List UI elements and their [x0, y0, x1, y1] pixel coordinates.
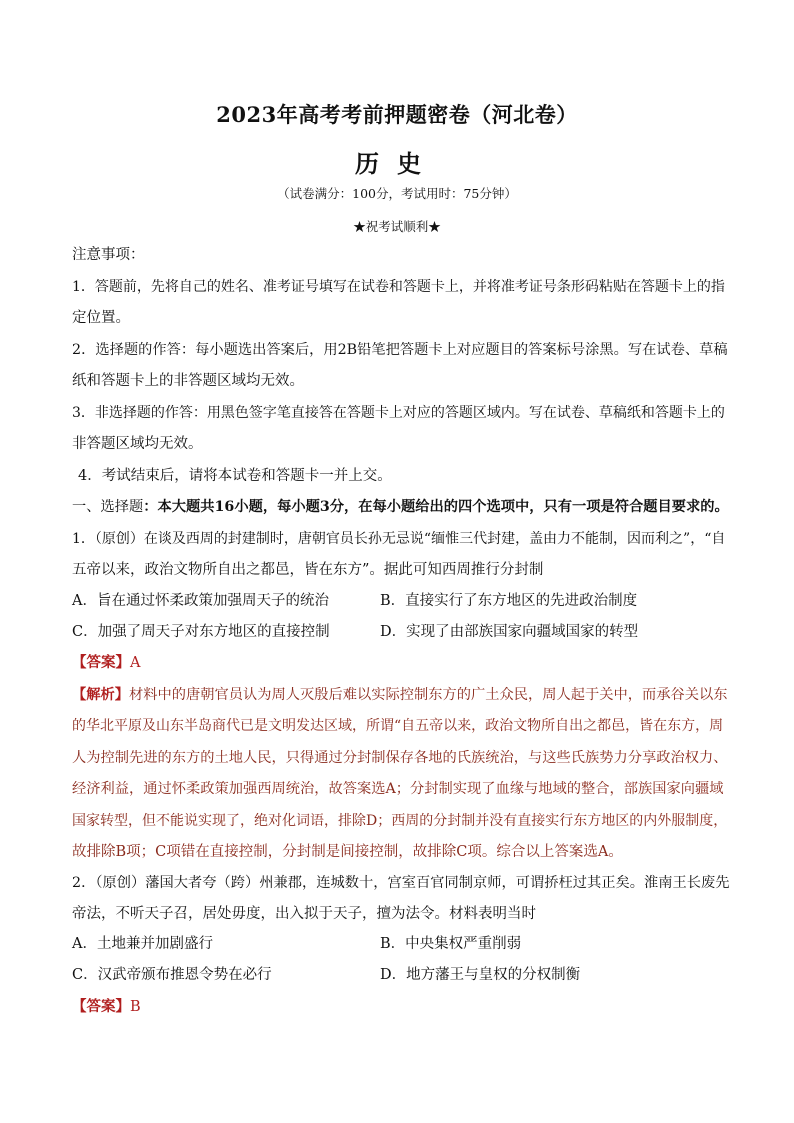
section-1-heading [72, 497, 732, 517]
q1-analysis-line-1 [72, 685, 732, 705]
q1-stem-line-2: 五帝以来，政治文物所自出之都邑，皆在东方”。据此可知西周推行分封制 [72, 562, 544, 578]
notice-item-2-line-2: 纸和答题卡上的非答题区域均无效。 [72, 373, 304, 389]
q2-answer [72, 997, 732, 1017]
q1-answer [72, 653, 732, 673]
q1-option-c: C．加强了周天子对东方地区的直接控制 [72, 624, 330, 640]
q1-answer-label: 【答案】 [72, 654, 130, 671]
notice-item-3-line-1: 3．非选择题的作答：用黑色签字笔直接答在答题卡上对应的答题区域内。写在试卷、草稿纸和答题卡上的 [72, 405, 725, 421]
q1-analysis-line-2: 的华北平原及山东半岛商代已是文明发达区域，所谓“自五帝以来，政治文物所自出之都邑，皆在东方，周 [72, 718, 724, 734]
q1-answer-value: A [130, 655, 141, 671]
q2-stem-line-2: 帝法，不听天子召，居处毋度，出入拟于天子，擅为法令。材料表明当时 [72, 906, 536, 922]
section-1-text: ：本大题共16小题，每小题3分，在每小题给出的四个选项中，只有一项是符合题目要求的。 [143, 499, 729, 515]
q1-stem-line-1: 1．（原创）在谈及西周的封建制时，唐朝官员长孙无忌说“缅惟三代封建，盖由力不能制，因而利之”，“自 [72, 531, 726, 547]
section-1-prefix: 一、选择题 [72, 499, 144, 515]
q2-option-d: D．地方藩王与皇权的分权制衡 [380, 967, 581, 983]
good-luck-line: ★祝考试顺利★ [353, 219, 441, 234]
q2-answer-label: 【答案】 [72, 998, 130, 1015]
q1-analysis-text-1: 材料中的唐朝官员认为周人灭殷后难以实际控制东方的广土众民，周人起于关中，而承谷关以东 [129, 687, 728, 703]
q1-analysis-line-4: 经济利益，通过怀柔政策加强西周统治，故答案选A；分封制实现了血缘与地域的整合，部族国家向疆域 [72, 781, 724, 797]
q1-analysis-line-3: 人为控制先进的东方的土地人民，只得通过分封制保存各地的氏族统治，与这些氏族势力分享政治权力、 [72, 750, 728, 766]
q1-option-b: B．直接实行了东方地区的先进政治制度 [380, 593, 638, 609]
q1-option-d: D．实现了由部族国家向疆域国家的转型 [380, 624, 639, 640]
notice-heading: 注意事项： [72, 247, 145, 263]
q1-analysis-line-5: 国家转型，但不能说实现了，绝对化词语，排除D；西周的分封制并没有直接实行东方地区的内外服制度， [72, 813, 728, 829]
q1-analysis-line-6: 故排除B项；C项错在直接控制，分封制是间接控制，故排除C项。综合以上答案选A。 [72, 844, 623, 860]
notice-item-4: 4．考试结束后，请将本试卷和答题卡一并上交。 [78, 468, 392, 484]
exam-meta: （试卷满分：100分，考试用时：75分钟） [277, 186, 517, 201]
notice-item-3-line-2: 非答题区域均无效。 [72, 436, 203, 452]
q1-option-a: A．旨在通过怀柔政策加强周天子的统治 [72, 593, 329, 609]
exam-title: 2023年高考考前押题密卷（河北卷） [216, 102, 578, 127]
q2-option-c: C．汉武帝颁布推恩令势在必行 [72, 967, 272, 983]
q2-stem-line-1: 2．（原创）藩国大者夸（跨）州兼郡，连城数十，宫室百官同制京师，可谓挢枉过其正矣。淮南王长废先 [72, 875, 730, 891]
subject-title: 历史 [355, 149, 439, 178]
notice-item-2-line-1: 2．选择题的作答：每小题选出答案后，用2B铅笔把答题卡上对应题目的答案标号涂黑。写在试卷、草稿 [72, 342, 728, 358]
q1-analysis-label: 【解析】 [72, 687, 130, 703]
notice-item-1-line-1: 1．答题前，先将自己的姓名、准考证号填写在试卷和答题卡上，并将准考证号条形码粘贴在答题卡上的指 [72, 279, 725, 295]
q2-option-b: B．中央集权严重削弱 [380, 936, 522, 952]
q2-answer-value: B [130, 999, 141, 1015]
q2-option-a: A．土地兼并加剧盛行 [72, 936, 213, 952]
notice-item-1-line-2: 定位置。 [72, 310, 130, 326]
